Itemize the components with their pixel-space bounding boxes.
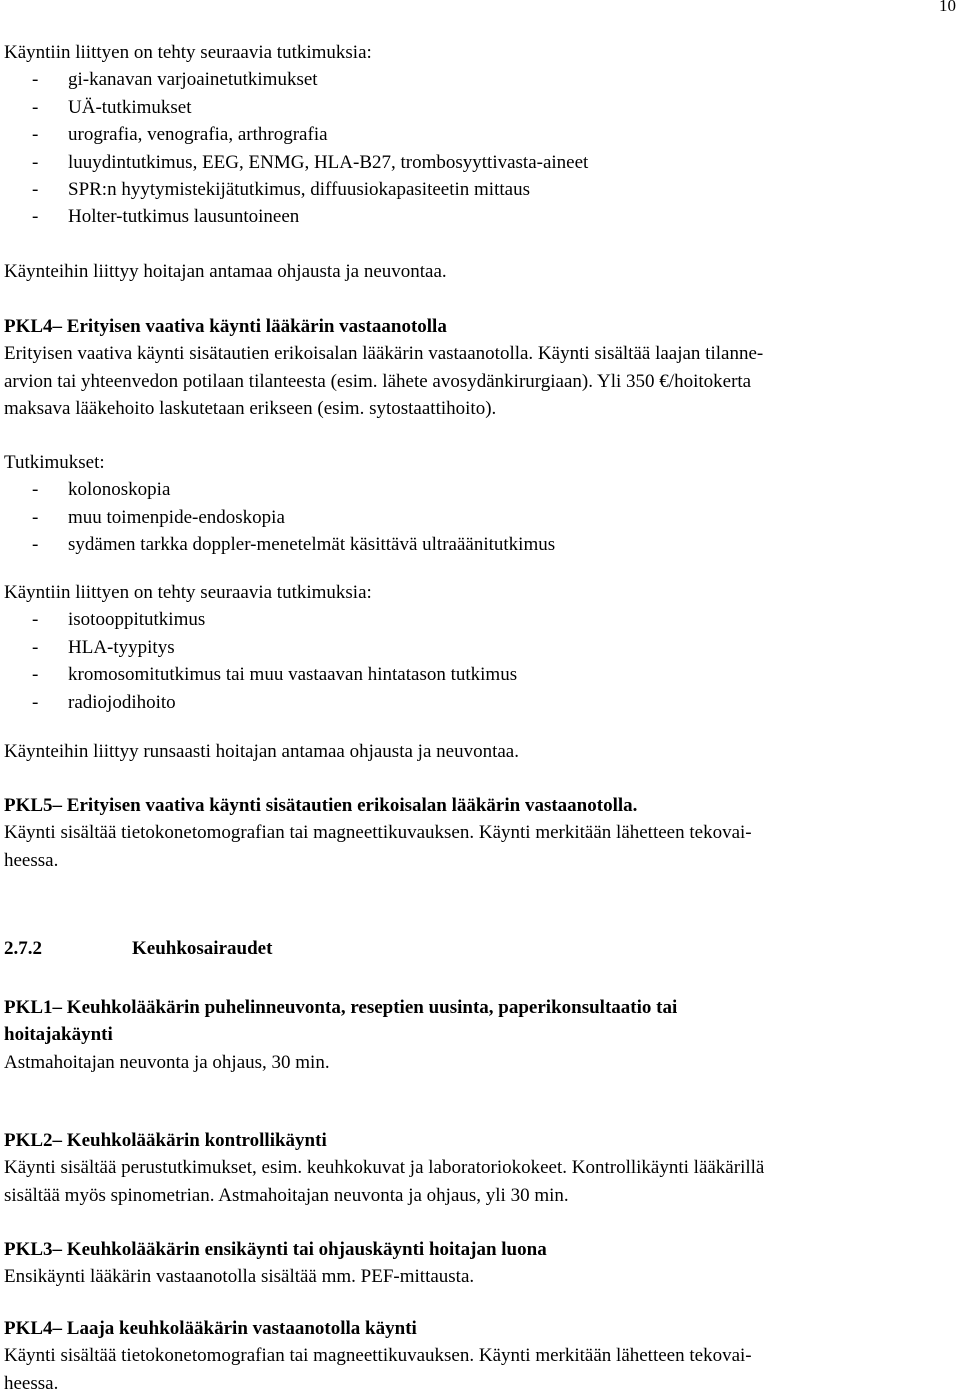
list-item: - isotooppitutkimus: [32, 609, 206, 631]
pkl4-heading: PKL4– Laaja keuhkolääkärin vastaanotolla käynti: [4, 1318, 417, 1339]
paragraph-line: heessa.: [4, 849, 59, 871]
examinations-list-1: [4, 39, 958, 231]
pkl4-internal-medicine: [4, 313, 958, 423]
list-item: - kolonoskopia: [32, 479, 171, 501]
paragraph-line: maksava lääkehoito laskutetaan erikseen (esim. sytostaattihoito).: [4, 398, 497, 420]
examinations-list-2: [4, 579, 958, 716]
pkl3-pulmonology: [4, 1236, 958, 1291]
list-item: - luuydintutkimus, EEG, ENMG, HLA-B27, trombosyyttivasta-aineet: [32, 151, 589, 173]
paragraph-line: Astmahoitajan neuvonta ja ohjaus, 30 min.: [4, 1051, 330, 1073]
pkl4-heading: PKL4– Erityisen vaativa käynti lääkärin vastaanotolla: [4, 316, 447, 337]
pkl1-heading-cont: hoitajakäynti: [4, 1024, 113, 1046]
guidance-paragraph-2: Käynteihin liittyy runsaasti hoitajan antamaa ohjausta ja neuvontaa.: [4, 741, 519, 762]
list-item: - SPR:n hyytymistekijätutkimus, diffuusiokapasiteetin mittaus: [32, 179, 530, 201]
section-title: Keuhkosairaudet: [132, 938, 273, 959]
tests-heading: Tutkimukset:: [4, 452, 105, 473]
paragraph-line: Ensikäynti lääkärin vastaanotolla sisältää mm. PEF-mittausta.: [4, 1266, 475, 1288]
pkl1-heading: PKL1– Keuhkolääkärin puhelinneuvonta, reseptien uusinta, paperikonsultaatio tai: [4, 997, 678, 1018]
page-number: 10: [939, 0, 956, 15]
section-heading: [4, 935, 272, 962]
paragraph-line: Käynti sisältää tietokonetomografian tai magneettikuvauksen. Käynti merkitään lähetteen tekovai-: [4, 822, 752, 844]
list-item: - HLA-tyypitys: [32, 636, 175, 658]
paragraph-line: Käynti sisältää tietokonetomografian tai magneettikuvauksen. Käynti merkitään lähetteen tekovai-: [4, 1345, 752, 1367]
pkl5-internal-medicine: [4, 792, 958, 874]
list-item: - Holter-tutkimus lausuntoineen: [32, 206, 300, 228]
list-item: - UÄ-tutkimukset: [32, 96, 192, 118]
list-item: - kromosomitutkimus tai muu vastaavan hintatason tutkimus: [32, 664, 518, 686]
pkl2-heading: PKL2– Keuhkolääkärin kontrollikäynti: [4, 1130, 327, 1151]
guidance-paragraph-1: Käynteihin liittyy hoitajan antamaa ohjausta ja neuvontaa.: [4, 261, 447, 282]
tests-list: [4, 449, 958, 559]
list-intro: Käyntiin liittyen on tehty seuraavia tutkimuksia:: [4, 42, 372, 63]
paragraph-line: Käynti sisältää perustutkimukset, esim. keuhkokuvat ja laboratoriokokeet. Kontrollikäynti lääkärillä: [4, 1157, 765, 1179]
pkl1-pulmonology: [4, 994, 958, 1076]
paragraph-line: Erityisen vaativa käynti sisätautien erikoisalan lääkärin vastaanotolla. Käynti sisältää laajan tilanne-: [4, 343, 764, 365]
list-intro: Käyntiin liittyen on tehty seuraavia tutkimuksia:: [4, 582, 372, 603]
list-item: - urografia, venografia, arthrografia: [32, 124, 328, 146]
paragraph-line: arvion tai yhteenvedon potilaan tilanteesta (esim. lähete avosydänkirurgiaan). Yli 350 €/hoitokerta: [4, 370, 752, 392]
list-item: - radiojodihoito: [32, 691, 176, 713]
section-number: 2.7.2: [4, 938, 42, 959]
pkl2-pulmonology: [4, 1127, 958, 1209]
pkl3-heading: PKL3– Keuhkolääkärin ensikäynti tai ohjauskäynti hoitajan luona: [4, 1239, 547, 1260]
pkl5-heading: PKL5– Erityisen vaativa käynti sisätautien erikoisalan lääkärin vastaanotolla.: [4, 795, 638, 816]
list-item: - sydämen tarkka doppler-menetelmät käsittävä ultraäänitutkimus: [32, 534, 556, 556]
pkl4-pulmonology: [4, 1315, 958, 1397]
paragraph-line: sisältää myös spinometrian. Astmahoitajan neuvonta ja ohjaus, yli 30 min.: [4, 1184, 569, 1206]
paragraph-line: heessa.: [4, 1372, 59, 1394]
list-item: - muu toimenpide-endoskopia: [32, 506, 285, 528]
list-item: - gi-kanavan varjoainetutkimukset: [32, 69, 318, 91]
